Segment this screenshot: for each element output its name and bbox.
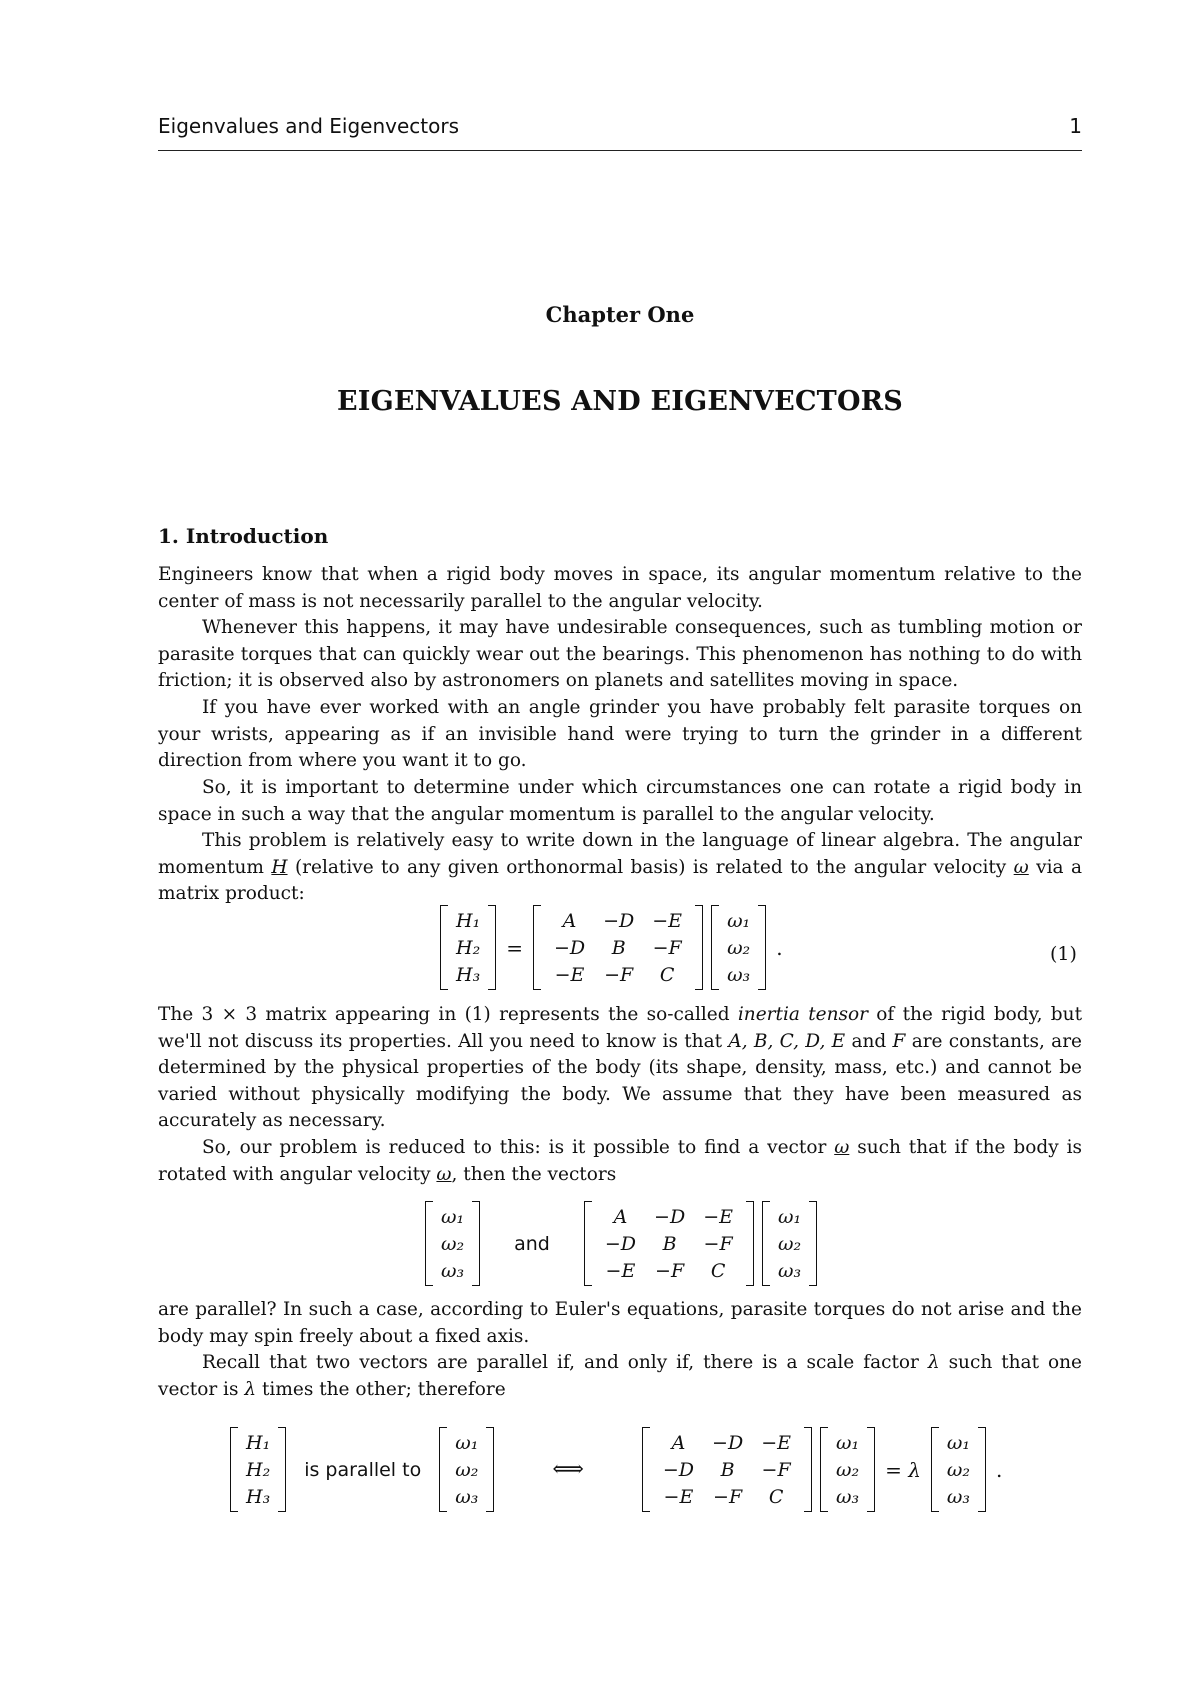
omega-symbol: ω	[834, 1137, 850, 1158]
section-heading: 1. Introduction	[158, 524, 329, 548]
matrix-cell: H₃	[456, 963, 481, 986]
page-number: 1	[1069, 114, 1082, 138]
equation-period: .	[776, 935, 783, 960]
paragraph-1: Engineers know that when a rigid body moves in space, its angular momentum relative to the center of mass is not necessarily parallel to the angular velocity.	[158, 564, 1082, 612]
matrix-cell: −F	[604, 963, 634, 986]
matrix-cell: −E	[652, 909, 683, 932]
matrix-cell: H₁	[456, 909, 481, 932]
matrix-omega	[711, 905, 766, 990]
matrix-cell: ω₃	[946, 1485, 971, 1508]
matrix-omega	[931, 1427, 986, 1512]
matrix-cell: ω₂	[727, 936, 751, 959]
matrix-cell: −E	[605, 1259, 636, 1282]
equals-sign: =	[506, 935, 523, 960]
matrix-cell: −D	[553, 936, 586, 959]
equation-number: (1)	[1050, 943, 1077, 965]
matrix-H	[440, 905, 496, 990]
paragraph-9	[158, 1350, 1082, 1403]
and-word: and	[514, 1232, 550, 1255]
matrix-cell: ω₃	[727, 963, 751, 986]
matrix-cell: B	[611, 936, 626, 959]
matrix-omega	[439, 1427, 494, 1512]
matrix-cell: −D	[662, 1458, 695, 1481]
matrix-omega	[762, 1201, 817, 1286]
lambda-symbol: λ	[244, 1378, 257, 1400]
matrix-cell: ω₁	[835, 1431, 860, 1454]
matrix-cell: H₂	[246, 1458, 271, 1481]
matrix-cell: ω₂	[946, 1458, 971, 1481]
matrix-cell: C	[710, 1259, 726, 1282]
p7-text-a: So, our problem is reduced to this: is it possible to find a vector	[202, 1137, 827, 1158]
paragraph-3: If you have ever worked with an angle grinder you have probably felt parasite torques on your wrists, appearing as if an invisible hand were trying to turn the grinder in a different direction from where you want it to go.	[158, 697, 1082, 771]
inertia-tensor-term: inertia tensor	[737, 1004, 868, 1025]
angular-momentum-symbol: H	[271, 856, 288, 878]
p6-text-c: are constants, are determined by the physical properties of the body (its shape, density, mass, etc.) and cannot be varied without physically modifying the body. We assume that they have been measured as accurately as necessary.	[158, 1030, 1082, 1131]
p5-text-a: This problem is relatively easy to write down in the language of linear algebra. The angular momentum	[158, 830, 1082, 878]
omega-symbol: ω	[436, 1163, 452, 1185]
matrix-cell: C	[659, 963, 675, 986]
chapter-label: Chapter One	[545, 302, 695, 327]
paragraph-8: are parallel? In such a case, according to Euler's equations, parasite torques do not arise and the body may spin freely about a fixed axis.	[158, 1299, 1082, 1347]
matrix-cell: ω₃	[441, 1259, 465, 1282]
matrix-cell: −D	[654, 1205, 686, 1228]
matrix-cell: ω₁	[455, 1431, 479, 1454]
p5-text-b: (relative to any given orthonormal basis) is related to the angular velocity	[294, 856, 1007, 878]
matrix-cell: ω₂	[777, 1232, 802, 1255]
iff-arrow: ⟺	[552, 1457, 584, 1482]
matrix-cell: −E	[703, 1205, 733, 1228]
matrix-cell: H₂	[456, 936, 481, 959]
matrix-cell: −D	[604, 1232, 637, 1255]
matrix-cell: B	[720, 1458, 735, 1481]
p6-variables: A, B, C, D, E	[728, 1030, 846, 1052]
equation-period: .	[996, 1457, 1003, 1482]
inertia-matrix	[642, 1427, 812, 1512]
matrix-cell: A	[613, 1205, 628, 1228]
p9-text-b: such that one vector is	[158, 1352, 1082, 1400]
p7-text-b: such that if the body is rotated with angular velocity	[158, 1137, 1082, 1185]
matrix-cell: C	[768, 1485, 784, 1508]
equation-vectors	[425, 1201, 817, 1286]
running-header	[158, 114, 1082, 151]
is-parallel-to-text: is parallel to	[304, 1458, 422, 1481]
running-title: Eigenvalues and Eigenvectors	[158, 114, 459, 138]
matrix-cell: A	[671, 1431, 686, 1454]
matrix-cell: −F	[655, 1259, 685, 1282]
matrix-cell: −F	[761, 1458, 791, 1481]
matrix-cell: B	[662, 1232, 677, 1255]
matrix-cell: ω₃	[777, 1259, 802, 1282]
lambda-symbol: λ	[927, 1352, 940, 1373]
matrix-cell: ω₃	[835, 1485, 860, 1508]
paragraph-5	[158, 828, 1082, 908]
matrix-cell: ω₁	[727, 909, 751, 932]
p5-text-c: via a matrix product:	[158, 856, 1082, 904]
angular-velocity-symbol: ω	[1013, 856, 1029, 878]
p6-text-b: of the rigid body, but we'll not discuss its properties. All you need to know is that	[158, 1004, 1083, 1052]
inertia-matrix	[584, 1201, 754, 1286]
matrix-cell: H₁	[246, 1431, 271, 1454]
matrix-cell: ω₂	[835, 1458, 860, 1481]
paragraph-4: So, it is important to determine under which circumstances one can rotate a rigid body in space in such a way that the angular momentum is parallel to the angular velocity.	[158, 777, 1082, 825]
p6-text-a: The 3 × 3 matrix appearing in (1) represents the so-called	[158, 1004, 730, 1025]
equation-1	[440, 905, 793, 990]
matrix-cell: −F	[703, 1232, 733, 1255]
paragraph-2: Whenever this happens, it may have undesirable consequences, such as tumbling motion or parasite torques that can quickly wear out the bearings. This phenomenon has nothing to do with friction; it is observed also by astronomers on planets and satellites moving in space.	[158, 617, 1082, 691]
matrix-cell: ω₂	[455, 1458, 479, 1481]
p6-and: and	[851, 1030, 887, 1052]
matrix-cell: ω₁	[441, 1205, 465, 1228]
equation-parallel	[230, 1427, 1012, 1512]
matrix-cell: −F	[652, 936, 682, 959]
matrix-cell: −D	[712, 1431, 744, 1454]
inertia-matrix	[533, 905, 703, 990]
lambda-equals: = λ	[885, 1457, 921, 1482]
matrix-cell: ω₁	[946, 1431, 971, 1454]
matrix-cell: A	[562, 909, 577, 932]
matrix-cell: ω₂	[441, 1232, 465, 1255]
matrix-omega	[820, 1427, 875, 1512]
matrix-omega	[425, 1201, 480, 1286]
p9-text-a: Recall that two vectors are parallel if, and only if, there is a scale factor	[202, 1352, 919, 1373]
p6-variable-f: F	[892, 1030, 906, 1052]
p7-text-c: , then the vectors	[451, 1163, 617, 1185]
matrix-cell: −E	[663, 1485, 694, 1508]
matrix-cell: ω₁	[777, 1205, 802, 1228]
matrix-cell: −D	[603, 909, 635, 932]
paragraph-6	[158, 1002, 1082, 1135]
paragraph-7	[158, 1135, 1082, 1188]
matrix-cell: −E	[761, 1431, 791, 1454]
matrix-H	[230, 1427, 286, 1512]
matrix-cell: −E	[554, 963, 585, 986]
matrix-cell: H₃	[246, 1485, 271, 1508]
chapter-title: EIGENVALUES AND EIGENVECTORS	[337, 386, 903, 417]
matrix-cell: ω₃	[455, 1485, 479, 1508]
matrix-cell: −F	[713, 1485, 743, 1508]
p9-text-c: times the other; therefore	[261, 1378, 506, 1400]
